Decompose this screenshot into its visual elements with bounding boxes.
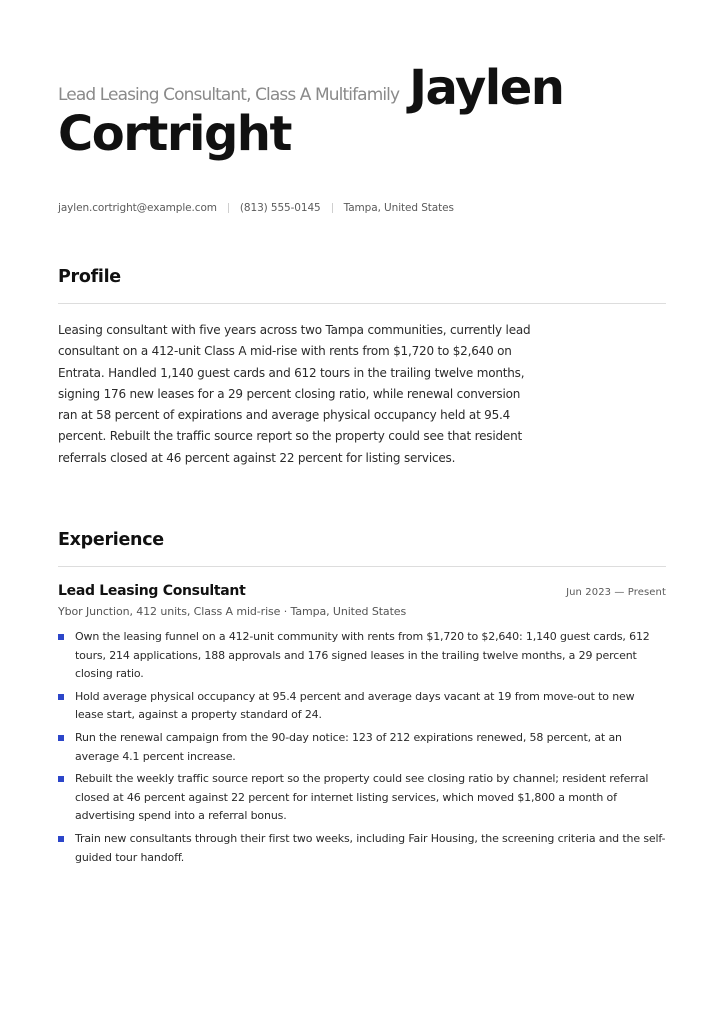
contact-phone[interactable]: (813) 555-0145 [239, 202, 321, 214]
job-bullet [58, 729, 666, 766]
job-bullet [58, 770, 666, 826]
job-title: Lead Leasing Consultant [58, 583, 246, 599]
job-entry [58, 583, 666, 871]
profile-summary: Leasing consultant with five years across two Tampa communities, currently lead consultant on a 412-unit Class A mid-rise with rents from $1,720 to $2,640 on Entrata. Handled 1,140 guest cards and 612 tours in the trailing twelve months, signing 176 new leases for a 29 percent closing ratio, while renewal conversion ran at 58 percent of expirations and average physical occupancy held at 95.4 percent. Rebuilt the traffic source report so the property could see that resident referrals closed at 46 percent against 22 percent for listing services. [58, 323, 531, 465]
experience-divider [58, 566, 666, 567]
contact-separator [332, 203, 333, 213]
profile-heading: Profile [58, 267, 121, 287]
square-bullet-icon [58, 634, 64, 640]
job-bullet [58, 688, 666, 725]
job-bullets [58, 628, 666, 867]
square-bullet-icon [58, 776, 64, 782]
contact-separator [228, 203, 229, 213]
job-bullet-text: Train new consultants through their first two weeks, including Fair Housing, the screening criteria and the self-guided tour handoff. [75, 831, 666, 864]
resume-header [58, 58, 666, 166]
header-line-2 [58, 106, 666, 166]
contact-line [58, 202, 454, 214]
square-bullet-icon [58, 735, 64, 741]
experience-heading: Experience [58, 530, 164, 550]
square-bullet-icon [58, 836, 64, 842]
profile-divider [58, 303, 666, 304]
name-last: Cortright [58, 106, 291, 162]
job-organization: Ybor Junction, 412 units, Class A mid-rise · Tampa, United States [58, 605, 407, 618]
contact-location: Tampa, United States [343, 202, 454, 214]
job-bullet [58, 628, 666, 684]
job-bullet-text: Own the leasing funnel on a 412-unit community with rents from $1,720 to $2,640: 1,140 guest cards, 612 tours, 214 applications, 188 approvals and 176 signed leases in the trailing twelve months, a 29 percent closing ratio. [75, 630, 650, 681]
name-first: Jaylen [409, 60, 564, 116]
header-line-1 [58, 58, 666, 116]
job-bullet [58, 830, 666, 867]
job-dates: Jun 2023 — Present [566, 587, 666, 598]
job-bullet-text: Hold average physical occupancy at 95.4 percent and average days vacant at 19 from move-out to new lease start, against a property standard of 24. [75, 689, 635, 722]
square-bullet-icon [58, 694, 64, 700]
job-bullet-text: Rebuilt the weekly traffic source report so the property could see closing ratio by channel; resident referral closed at 46 percent against 22 percent for internet listing services, which moved $1,800 a month of advertising spend into a referral bonus. [75, 772, 649, 823]
job-header [58, 583, 666, 603]
job-bullet-text: Run the renewal campaign from the 90-day notice: 123 of 212 expirations renewed, 58 percent, at an average 4.1 percent increase. [75, 730, 622, 763]
contact-email[interactable]: jaylen.cortright@example.com [58, 202, 217, 214]
headline: Lead Leasing Consultant, Class A Multifamily [58, 85, 400, 105]
